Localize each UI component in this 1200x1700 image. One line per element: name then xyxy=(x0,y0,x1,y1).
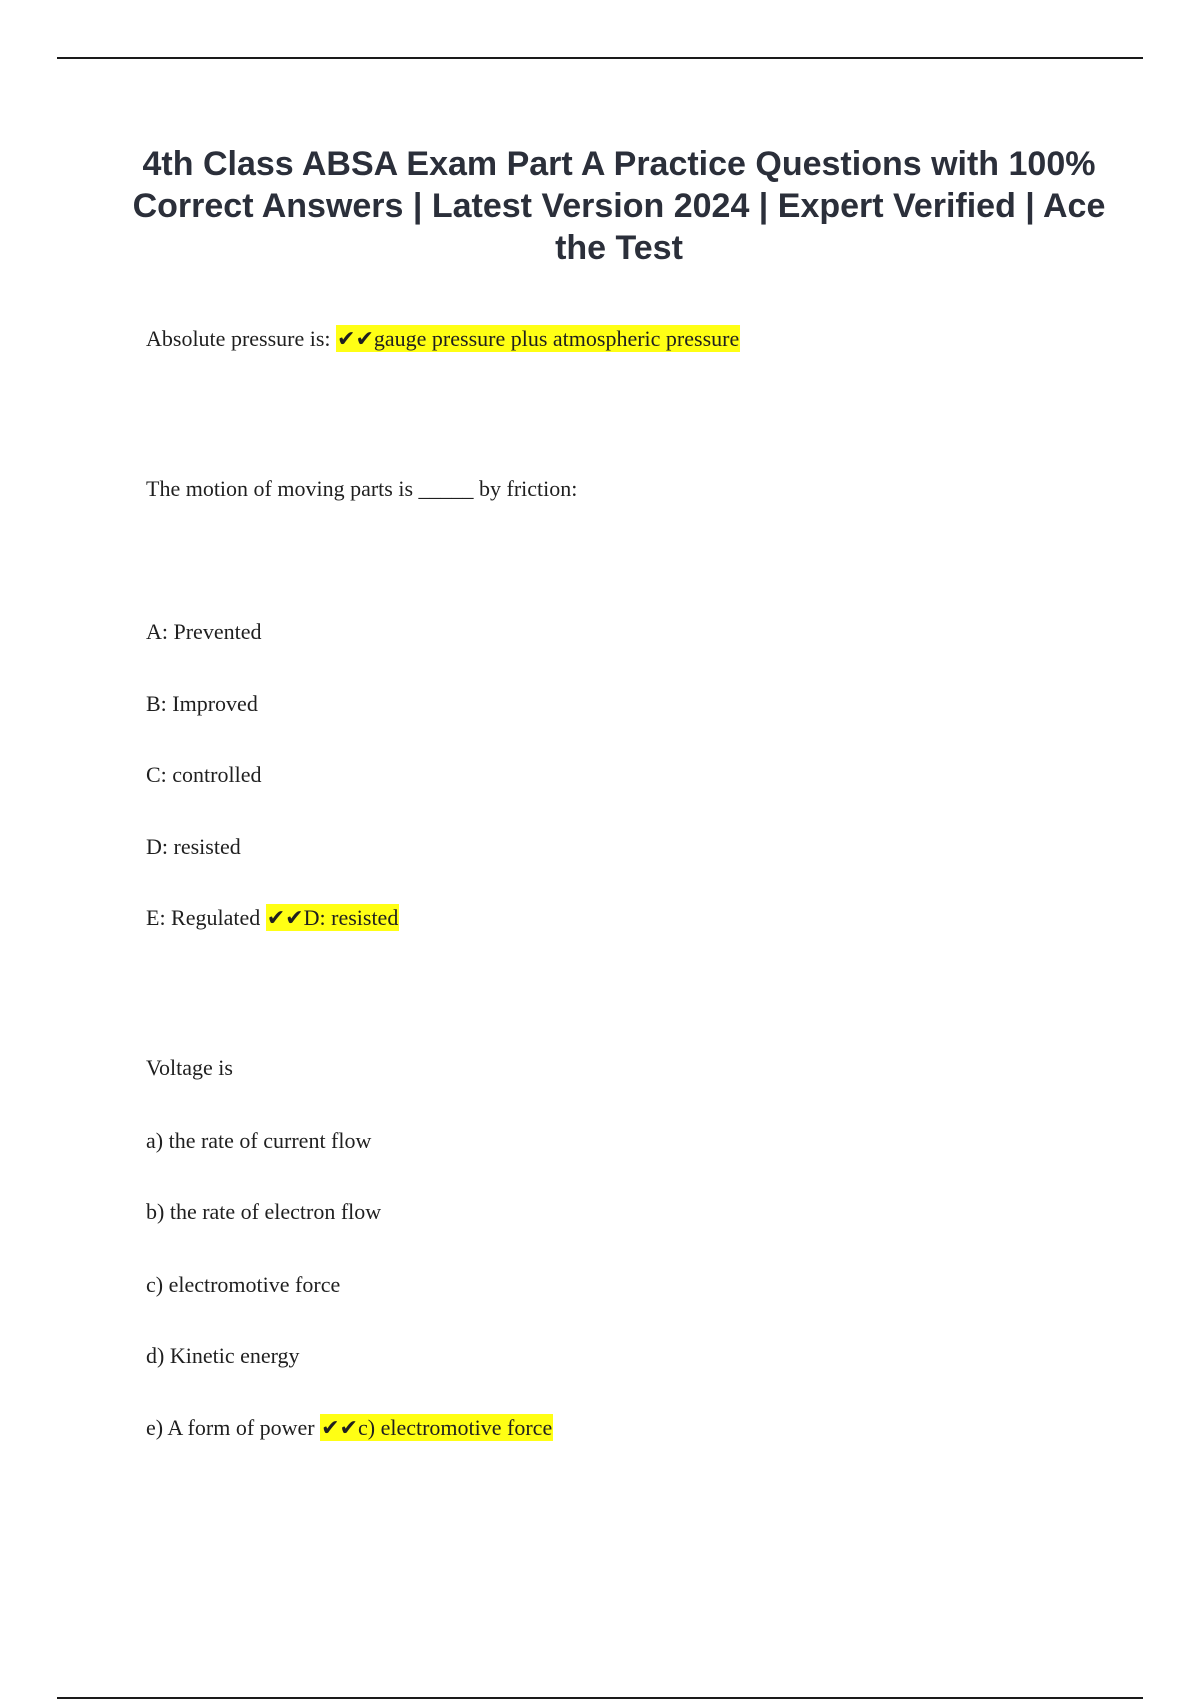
header-rule xyxy=(57,57,1143,59)
question-3-option-a: a) the rate of current flow xyxy=(146,1128,372,1153)
question-3-option-c: c) electromotive force xyxy=(146,1272,341,1297)
question-3-option-d: d) Kinetic energy xyxy=(146,1343,300,1368)
question-2-option-c: C: controlled xyxy=(146,762,262,787)
question-2-answer: ✔✔D: resisted xyxy=(266,905,399,930)
question-3-answer: ✔✔c) electromotive force xyxy=(321,1415,553,1440)
question-3-option-e-text: e) A form of power xyxy=(146,1415,321,1440)
question-2-option-e-text: E: Regulated xyxy=(146,905,266,930)
question-2-option-d: D: resisted xyxy=(146,834,241,859)
question-2-option-e xyxy=(146,904,399,932)
footer-rule xyxy=(57,1697,1143,1699)
question-1-prompt: Absolute pressure is: xyxy=(146,326,337,351)
question-2-option-a: A: Prevented xyxy=(146,619,262,644)
question-3-option-b: b) the rate of electron flow xyxy=(146,1199,382,1224)
question-2-prompt: The motion of moving parts is _____ by friction: xyxy=(146,476,578,501)
question-3-prompt: Voltage is xyxy=(146,1055,233,1080)
question-1-answer: ✔✔gauge pressure plus atmospheric pressure xyxy=(337,326,740,351)
question-3-option-e xyxy=(146,1414,553,1442)
document-title: 4th Class ABSA Exam Part A Practice Questions with 100% Correct Answers | Latest Version 2024 | Expert Verified | Ace the Test xyxy=(132,145,1106,267)
question-2-option-b: B: Improved xyxy=(146,691,258,716)
question-1 xyxy=(146,325,740,353)
